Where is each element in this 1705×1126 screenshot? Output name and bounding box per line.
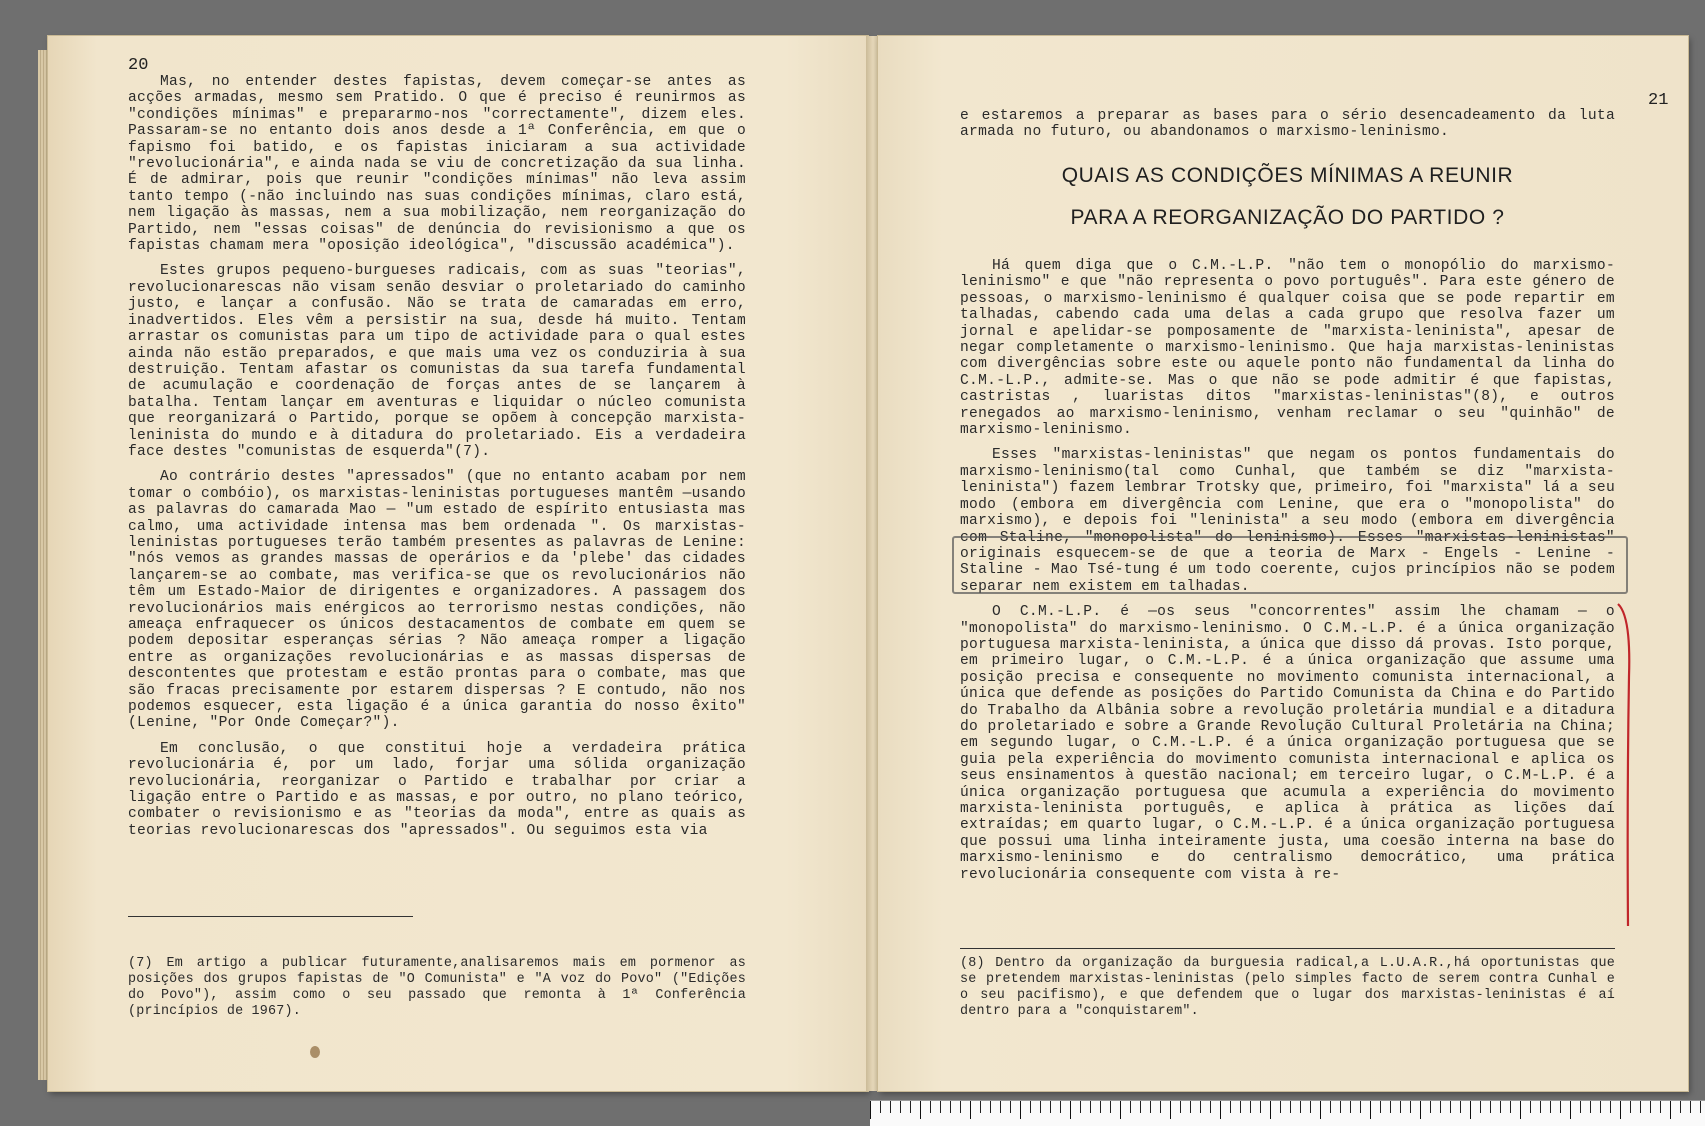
- page-number-left: 20: [128, 56, 149, 75]
- right-page: [878, 36, 1688, 1091]
- red-margin-mark: [1613, 596, 1643, 936]
- right-paragraph-3: O C.M.-L.P. é —os seus "concorrentes" assim lhe chamam — o "monopolista" do marxismo-leninismo. O C.M.-L.P. é a única organização portuguesa marxista-leninista, a única que disso dá provas. Isto porque, em primeiro lugar, o C.M.-L.P. é a única organização que assume uma posição precisa e consequente no movimento comunista internacional, a única que defende as posições do Partido Comunista da China e do Partido do Trabalho da Albânia sobre a revolução proletária mundial e a ditadura do proletariado e sobre a Grande Revolução Cultural Proletária na China; em segundo lugar, o C.M.-L.P. é a única organização portuguesa que se guia pela experiência do movimento comunista internacional e aplica os seus ensinamentos à questão nacional; em terceiro lugar, o C.M-L.P. é a única organização portuguesa que acumula a experiência do movimento marxista-leninista português, e aplica à prática as lições daí extraídas; em quarto lugar, o C.M.-L.P. é a única organização portuguesa que possui uma linha inteiramente justa, uma coesão interna na base do marxismo-leninismo e do centralismo democrático, uma prática revolucionária consequente com vista à re-: [960, 604, 1615, 883]
- footnote-right: (8) Dentro da organização da burguesia radical,a L.U.A.R.,há oportunistas que se pretendem marxistas-leninistas (pelo simples facto de serem contra Cunhal e o seu pacifismo), e que defendem que o lugar dos marxistas-leninistas é aí dentro para a "conquistarem".: [960, 956, 1615, 1019]
- left-paragraph-1: Mas, no entender destes fapistas, devem começar-se antes as acções armadas, mesmo sem Pratido. O que é preciso é reunirmos as "condições mínimas" e prepararmo-nos "correctamente", dizem eles. Passaram-se no entanto dois anos desde a 1ª Conferência, em que o fapismo foi batido, e os fapistas iniciaram a sua actividade "revolucionária", e ainda nada se viu de concretização da sua linha. É de admirar, pois que reunir "condições mínimas" não leva assim tanto tempo (-não incluindo nas suas condições mínimas, claro está, nem ligação às massas, nem a sua mobilização, nem reorganização do Partido, nem "essas coisas" de denúncia do revisionismo a que os fapistas chamam mera "oposição ideológica", "discussão académica").: [128, 74, 746, 255]
- left-paragraph-2: Estes grupos pequeno-burgueses radicais, com as suas "teorias", revolucionarescas não visam senão desviar o proletariado do caminho justo, e lançar a confusão. Não se trata de camaradas em erro, inadvertidos. Eles vêm a persistir na sua, desde há muito. Tentam arrastar os comunistas para um tipo de actividade para o qual estes ainda não estão preparados, e que mais uma vez os conduziria à sua destruição. Tentam afastar os comunistas da sua tarefa fundamental de acumulação e coordenação de forças antes de se lançarem à batalha. Tentam lançar em aventuras e liquidar o núcleo comunista que reorganizará o Partido, porque se opõem à concepção marxista-leninista do mundo e à ditadura do proletariado. Eis a verdadeira face destes "comunistas de esquerda"(7).: [128, 263, 746, 460]
- book-spread: [48, 36, 1688, 1091]
- left-paragraph-4: Em conclusão, o que constitui hoje a verdadeira prática revolucionária é, por um lado, forjar uma sólida organização revolucionária, reorganizar o Partido e trabalhar por criar a ligação entre o Partido e as massas, e por outro, no plano teórico, combater o revisionismo e as "teorias da moda", entre as quais as teorias revolucionarescas dos "apressados". Ou seguimos esta via: [128, 740, 746, 839]
- footnote-separator-right: [960, 948, 1615, 949]
- left-page-body: [128, 74, 746, 848]
- continuation-text: e estaremos a preparar as bases para o sério desencadeamento da luta armada no futuro, ou abandonamos o marxismo-leninismo.: [960, 108, 1615, 141]
- right-paragraph-1: Há quem diga que o C.M.-L.P. "não tem o monopólio do marxismo-leninismo" e que "não representa o povo português". Para este género de pessoas, o marxismo-leninismo é qualquer coisa que se pode repartir em talhadas, cabendo cada uma delas a cada grupo que resolva fazer um jornal e apelidar-se pomposamente de "marxista-leninista", apesar de negar completamente o marxismo-leninismo. Que haja marxistas-leninistas com divergências sobre este ou aquele ponto não fundamental da linha do C.M.-L.P., admite-se. Mas o que não se pode admitir é que fapistas, castristas , luaristas ditos "marxistas-leninistas"(8), e outros renegados ao marxismo-leninismo, venham reclamar o seu "quinhão" de marxismo-leninismo.: [960, 258, 1615, 439]
- section-heading-line-1: QUAIS AS CONDIÇÕES MÍNIMAS A REUNIR: [1061, 164, 1514, 187]
- right-paragraph-2: Esses "marxistas-leninistas" que negam os pontos fundamentais do marxismo-leninismo(tal como Cunhal, que também se diz "marxista-leninista") fazem lembrar Trotsky que, primeiro, foi "marxista" lá a seu modo (embora em divergência com Lenine, que era o "monopolista" do marxismo), e depois foi "leninista" a seu modo (embora em divergência com Staline, "monopolista" do leninismo). Esses "marxistas-leninistas" originais esquecem-se de que a teoria de Marx - Engels - Lenine - Staline - Mao Tsé-tung é um todo coerente, cujos princípios não se podem separar nem existem em talhadas.: [960, 447, 1615, 595]
- footnote-separator-left: [128, 916, 413, 917]
- ink-blot: [310, 1046, 320, 1058]
- red-margin-stroke: [1618, 604, 1629, 926]
- measuring-ruler: [870, 1100, 1705, 1126]
- section-heading-line-2: PARA A REORGANIZAÇÃO DO PARTIDO ?: [1070, 206, 1505, 229]
- left-page: [48, 36, 868, 1091]
- page-number-right: 21: [1648, 91, 1669, 110]
- left-paragraph-3: Ao contrário destes "apressados" (que no entanto acabam por nem tomar o combóio), os marxistas-leninistas portugueses mantêm —usando as palavras do camarada Mao — "um estado de espírito entusiasta mas calmo, uma actividade intensa mas bem ordenada ". Os marxistas-leninistas portugueses terão também presentes as palavras de Lenine: "nós vemos as grandes massas de operários e da 'plebe' das cidades lançarem-se ao combate, mas verifica-se que os revolucionários não têm um Estado-Maior de dirigentes e organizadores. A passagem dos revolucionários mais enérgicos ao terrorismo nestas condições, não ameaça enfraquecer os únicos destacamentos de combate em quem se podem depositar esperanças sérias ? Não ameaça romper a ligação entre as organizações revolucionárias e as massas dispersas de descontentes que protestam e estão prontas para o combate, mas que são fracas precisamente por estarem dispersas ? E contudo, não nos podemos esquecer, esta ligação é a única garantia do nosso êxito"(Lenine, "Por Onde Começar?").: [128, 469, 746, 732]
- footnote-left: (7) Em artigo a publicar futuramente,analisaremos mais em pormenor as posições dos grupos fapistas de "O Comunista" e "A voz do Povo" ("Edições do Povo"), assim como o seu passado que remonta à 1ª Conferência (princípios de 1967).: [128, 956, 746, 1019]
- ruler-major-ticks: [870, 1101, 1705, 1119]
- pencil-bracket: [952, 536, 1628, 594]
